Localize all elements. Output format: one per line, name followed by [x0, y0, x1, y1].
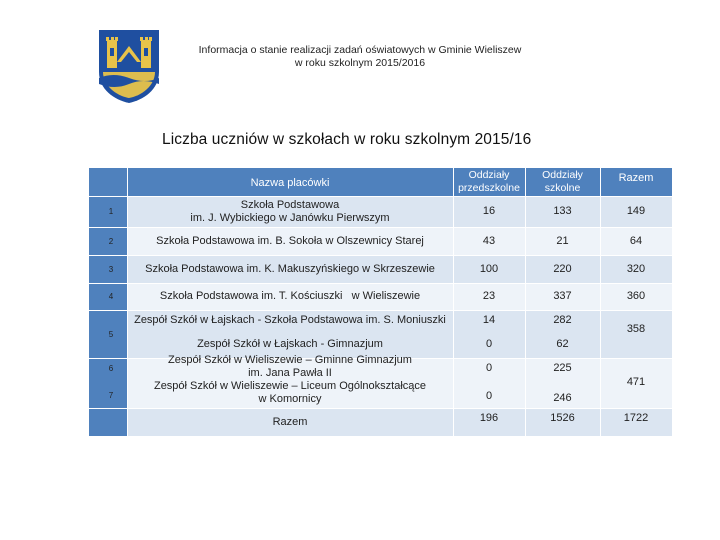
page-title: Liczba uczniów w szkołach w roku szkolnym 2015/16	[162, 131, 532, 148]
table-cell-sum-school: 1526	[550, 411, 575, 424]
table-cell-total: 360	[626, 290, 646, 302]
name-line-2: im. Jana Pawła II	[248, 367, 332, 379]
table-cell-name	[127, 354, 453, 380]
row-number: 1	[108, 207, 114, 216]
table-cell-preschool: 16	[482, 205, 496, 217]
name-line-1: Zespół Szkół w Wieliszewie – Gminne Gimnazjum	[168, 354, 412, 366]
table-cell-preschool: 0	[485, 337, 493, 350]
table-cell-school: 337	[553, 290, 572, 302]
column-header-school: Oddziały szkolne	[542, 169, 583, 194]
row-number: 6	[108, 363, 114, 373]
table-cell-school: 220	[553, 262, 572, 275]
table-cell-total: 471	[626, 375, 646, 388]
name-line-2: im. J. Wybickiego w Janówku Pierwszym	[190, 211, 390, 224]
table-cell-preschool: 0	[485, 361, 493, 374]
table-cell-school: 62	[556, 337, 569, 350]
name-line-1: Szkoła Podstawowa	[240, 198, 340, 211]
table-cell-name	[127, 380, 453, 406]
table-cell-name: Szkoła Podstawowa im. B. Sokoła w Olszewnicy Starej	[156, 234, 424, 247]
table-cell-school: 282	[553, 313, 572, 326]
table-cell-name: Szkoła Podstawowa im. K. Makuszyńskiego w Skrzeszewie	[145, 262, 435, 275]
table-cell-name	[127, 196, 453, 227]
table-cell-preschool: 43	[482, 234, 496, 247]
table-cell-total: 149	[626, 205, 646, 217]
row-number: 4	[108, 292, 114, 301]
table-cell-school: 133	[553, 205, 572, 217]
row-number: 7	[108, 390, 114, 400]
table-cell-name: Zespół Szkół w Łajskach - Szkoła Podstawowa im. S. Moniuszki	[134, 313, 446, 326]
table-cell-school: 246	[553, 391, 572, 404]
table-cell-sum-preschool: 196	[479, 411, 499, 424]
table-cell-school: 225	[553, 361, 572, 374]
column-header-total: Razem	[618, 171, 654, 184]
table-cell-total: 64	[629, 234, 643, 247]
header-line-2: w roku szkolnym 2015/2016	[294, 57, 426, 69]
header-line-1: Informacja o stanie realizacji zadań oświatowych w Gminie Wieliszew	[198, 44, 522, 56]
row-number: 3	[108, 264, 114, 274]
students-table	[89, 168, 672, 436]
row-number: 5	[108, 329, 114, 339]
table-cell-preschool: 23	[482, 290, 496, 302]
document-header	[170, 44, 550, 70]
table-cell-preschool: 0	[485, 389, 493, 402]
row-number: 2	[108, 236, 114, 246]
table-cell-sum-label: Razem	[272, 415, 308, 428]
column-header-preschool: Oddziały przedszkolne	[458, 169, 520, 194]
name-line-1: Zespół Szkół w Wieliszewie – Liceum Ogólnokształcące	[153, 380, 427, 392]
table-cell-sum-total: 1722	[623, 411, 649, 424]
table-cell-preschool: 100	[479, 262, 499, 275]
table-cell-total: 320	[626, 262, 646, 275]
name-line-2: w Komornicy	[258, 393, 322, 405]
table-cell-preschool: 14	[482, 313, 496, 326]
table-cell-school: 21	[556, 234, 569, 247]
table-cell-total: 358	[626, 322, 646, 335]
table-cell-name: Szkoła Podstawowa im. T. Kościuszki w Wieliszewie	[159, 290, 421, 302]
column-header-name: Nazwa placówki	[250, 177, 330, 189]
table-cell-name: Zespół Szkół w Łajskach - Gimnazjum	[197, 337, 383, 350]
coat-of-arms-logo	[97, 28, 161, 104]
